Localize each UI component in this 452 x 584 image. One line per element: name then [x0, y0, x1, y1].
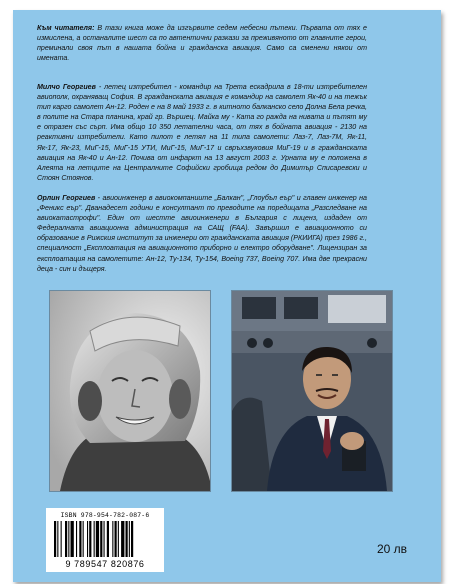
isbn-number: ISBN 978-954-782-087-6 — [60, 512, 150, 519]
pilot-helmet-image — [50, 291, 210, 491]
pilot-helmet-photo — [49, 290, 211, 492]
barcode-bar — [96, 521, 99, 557]
barcode-bar — [129, 521, 130, 557]
author2-bio — [37, 193, 367, 274]
barcode-bar — [104, 521, 105, 557]
barcode-bar — [57, 521, 58, 557]
barcode-bar — [89, 521, 91, 557]
barcode-bar — [115, 521, 117, 557]
barcode-bar — [83, 521, 84, 557]
barcode-bar — [94, 521, 95, 557]
barcode-bar — [126, 521, 128, 557]
barcode-bar — [100, 521, 102, 557]
barcode-bar — [112, 521, 113, 557]
intro-text: В тази книга може да изгървите седем небесни пътеки. Първата от тях е измислена, а останалите шест са по автентични разкази за преживяното от главните герои, преминали своя път в нашата бойна и гражданска авиация. Само са сменени някои от имената. — [37, 24, 368, 63]
author1-bio — [37, 82, 367, 183]
barcode-bar — [54, 521, 56, 557]
barcode-bar — [107, 521, 109, 557]
price-label: 20 лв — [377, 542, 408, 556]
author1-name: Милчо Георгиев — [37, 83, 96, 91]
isbn-barcode — [46, 508, 164, 572]
author2-name: Орлин Георгиев — [37, 194, 96, 202]
engineer-cockpit-image — [232, 291, 392, 491]
barcode-bar — [121, 521, 124, 557]
intro-heading: Към читателя: — [37, 24, 95, 32]
barcode-bar — [131, 521, 133, 557]
barcode-digits: 9 789547 820876 — [65, 559, 145, 569]
author1-text: - летец изтребител - командир на Трета ескадрила в 18-ти изтребителен авиополк, охраняващ София. В гражданската авиация е командир на самолет Як-40 и на тежък тип карго самолет Ан-12. Роден е на 8 май 1933 г. в китното балканско село Долна Бела речка, в полите на Стара планина, край гр. Вършец. Майка му - Ката го ражда на нивата и пътят му е отразен със сърп. Има общо 10 350 летателни часа, от тях в бойната авиация - 2130 на реактивни изтребители. Като пилот е летял на 11 типа самолети: Лаз-7, Лаз-7М, Як-11, Як-17, Як-23, МиГ-15, МиГ-15 УТИ, МиГ-15, МиГ-17 и свръхзвуковия МиГ-19 и в гражданската авиация на Як-40 и Ан-12. Почива от инфаркт на 13 август 2003 г. Урната му е положена в Алеята на летците на Централните Софийски гробища редом до Димитър Списаревски и Стоян Стоянов. — [37, 83, 368, 182]
author2-text: - авиоинженер в авиокомпаниите „Балкан", „Глоубъл еър" и главен инженер на „Феникс еър". Дванадесет години е консултант по преводите на поредицата „Разследване на авиокатастрофи". Един от шестте авиоинженери в България с лиценз, издаден от Федералната авиационна администрация на САЩ (FAA). Завършил е авиационното си образование в Рижския институт за инженери от гражданската авиация (РКИИГА) през 1986 г., специалност „Експлоатация на авиационното приборно и електро оборудване". Лицензиран за експлоатация на самолетите: Ан-12, Ту-134, Ту-154, Boeing 737, Boeing 707. Има две прекрасни деца - син и дъщеря. — [37, 194, 367, 273]
engineer-cockpit-photo — [231, 290, 393, 492]
barcode-bar — [118, 521, 119, 557]
barcode-bar — [68, 521, 69, 557]
barcode-bar — [87, 521, 88, 557]
barcode-bar — [61, 521, 62, 557]
book-back-cover — [13, 10, 441, 582]
barcode-bar — [76, 521, 77, 557]
barcode-bar — [71, 521, 74, 557]
barcode-bar — [79, 521, 81, 557]
barcode-bars — [54, 521, 158, 557]
intro-paragraph — [37, 23, 367, 63]
barcode-bar — [65, 521, 67, 557]
